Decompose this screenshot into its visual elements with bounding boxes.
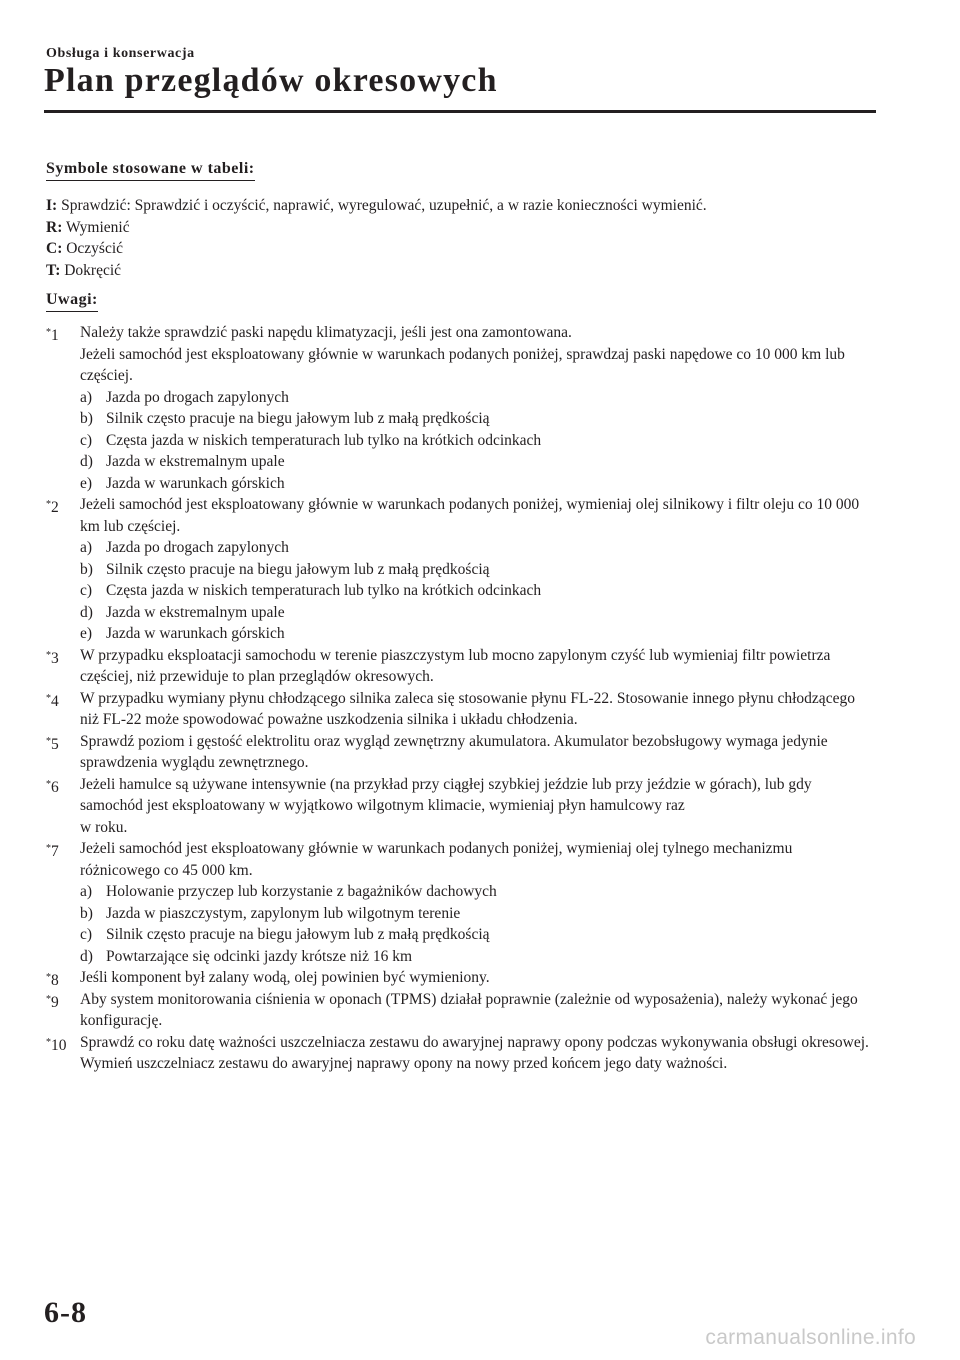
note-text: W przypadku wymiany płynu chłodzącego silnika zaleca się stosowanie płynu FL-22. Stosowanie innego płynu chłodzącego niż FL-22 może spowodować poważne uszkodzenia silnika i układu chłodzenia.: [80, 689, 855, 728]
note-number: [46, 838, 59, 863]
note-text: Aby system monitorowania ciśnienia w oponach (TPMS) działał poprawnie (zależnie od wyposażenia), należy wykonać jego konfigurację.: [80, 990, 858, 1029]
note-sublist: [80, 537, 876, 645]
note-subitem: [80, 559, 876, 581]
page-number: 6-8: [44, 1296, 87, 1329]
symbols-heading: Symbole stosowane w tabeli:: [46, 160, 255, 181]
note-star: *: [46, 972, 51, 983]
note-item: [46, 989, 876, 1032]
note-item: [46, 322, 876, 494]
note-item: [46, 967, 876, 989]
symbol-text: Oczyścić: [66, 240, 124, 257]
note-number-value: 10: [51, 1036, 67, 1054]
subitem-letter: d): [80, 453, 93, 470]
note-item: [46, 731, 876, 774]
note-item: [46, 494, 876, 645]
subitem-letter: a): [80, 883, 93, 900]
subitem-text: Jazda w warunkach górskich: [106, 625, 285, 642]
note-number: [46, 1032, 67, 1057]
subitem-text: Jazda w warunkach górskich: [106, 474, 285, 492]
subitem-letter: c): [80, 431, 93, 449]
title-rule: [44, 110, 876, 113]
note-item: [46, 1032, 876, 1075]
watermark: carmanualsonline.info: [705, 1326, 916, 1349]
note-subitem: [80, 430, 876, 452]
note-sublist: [80, 387, 876, 495]
subitem-text: Silnik często pracuje na biegu jałowym lub z małą prędkością: [106, 560, 490, 578]
note-subitem: [80, 946, 876, 968]
notes-list: [46, 322, 876, 1075]
note-number-value: 2: [51, 499, 59, 516]
note-subitem: [80, 881, 876, 903]
note-subitem: [80, 387, 876, 409]
note-star: *: [46, 735, 51, 747]
section-label: Obsługa i konserwacja: [46, 46, 195, 61]
note-star: *: [46, 993, 51, 1005]
note-star: *: [46, 327, 51, 338]
symbol-text: Sprawdzić: Sprawdzić i oczyścić, naprawić, wyregulować, uzupełnić, a w razie konieczności wymienić.: [61, 197, 707, 214]
note-number-value: 6: [51, 778, 59, 796]
symbol-item: [46, 195, 876, 217]
note-number: [46, 322, 59, 347]
note-star: *: [46, 843, 51, 854]
note-number: [46, 688, 59, 713]
note-number: [46, 989, 59, 1014]
note-text: W przypadku eksploatacji samochodu w terenie piaszczystym lub mocno zapylonym czyść lub wymieniaj filtr powietrza częściej, niż przewiduje to plan przeglądów okresowych.: [80, 646, 831, 685]
symbol-text: Dokręcić: [64, 261, 122, 279]
note-text: Jeżeli samochód jest eksploatowany głównie w warunkach podanych poniżej, wymieniaj olej tylnego mechanizmu różnicowego co 45 000 km.: [80, 840, 793, 879]
note-number: [46, 774, 59, 799]
note-text: Jeśli komponent był zalany wodą, olej powinien być wymieniony.: [80, 969, 490, 986]
note-subitem: [80, 408, 876, 430]
subitem-text: Jazda po drogach zapylonych: [106, 539, 289, 556]
subitem-text: Jazda w piaszczystym, zapylonym lub wilgotnym terenie: [106, 904, 461, 922]
page-title: Plan przeglądów okresowych: [44, 62, 498, 99]
note-subitem: [80, 623, 876, 645]
note-item: [46, 688, 876, 731]
subitem-letter: c): [80, 926, 93, 943]
note-number-value: 1: [51, 327, 59, 344]
note-subitem: [80, 924, 876, 946]
subitem-letter: a): [80, 539, 93, 556]
subitem-letter: e): [80, 625, 93, 642]
note-text: Sprawdź co roku datę ważności uszczelniacza zestawu do awaryjnej naprawy opony podczas wykonywania obsługi okresowej. Wymień uszczelniacz zestawu do awaryjnej naprawy opony na nowy przed końcem jego daty ważności.: [80, 1033, 869, 1072]
note-text: Jeżeli samochód jest eksploatowany głównie w warunkach podanych poniżej, wymieniaj olej silnikowy i filtr oleju co 10 000 km lub częściej.: [80, 496, 860, 535]
symbol-key: T:: [46, 261, 61, 279]
note-number-value: 8: [51, 972, 59, 989]
note-subitem: [80, 602, 876, 624]
symbol-item: [46, 260, 876, 282]
symbol-item: [46, 238, 876, 260]
note-subitem: [80, 903, 876, 925]
note-item: [46, 838, 876, 967]
symbol-key: I:: [46, 197, 58, 214]
subitem-text: Jazda w ekstremalnym upale: [106, 453, 285, 470]
subitem-text: Powtarzające się odcinki jazdy krótsze niż 16 km: [106, 947, 413, 965]
note-number: [46, 731, 59, 756]
note-number: [46, 645, 59, 670]
note-number-value: 5: [51, 735, 59, 753]
subitem-letter: d): [80, 603, 93, 621]
subitem-letter: b): [80, 560, 93, 578]
note-number-value: 7: [51, 843, 59, 860]
subitem-letter: b): [80, 410, 93, 427]
note-star: *: [46, 649, 51, 661]
subitem-text: Jazda w ekstremalnym upale: [106, 603, 285, 621]
subitem-text: Częsta jazda w niskich temperaturach lub tylko na krótkich odcinkach: [106, 431, 542, 449]
subitem-letter: e): [80, 474, 93, 492]
note-number-value: 3: [51, 649, 59, 667]
note-text: Należy także sprawdzić paski napędu klimatyzacji, jeśli jest ona zamontowana. Jeżeli samochód jest eksploatowany głównie w warunkach podanych poniżej, sprawdzaj paski napędowe co 10 000 km lub częściej.: [80, 324, 845, 384]
symbol-key: C:: [46, 240, 63, 257]
main-content: [46, 160, 876, 1075]
subitem-text: Holowanie przyczep lub korzystanie z bagażników dachowych: [106, 883, 497, 900]
note-star: *: [46, 692, 51, 704]
note-star: *: [46, 499, 51, 510]
subitem-text: Jazda po drogach zapylonych: [106, 388, 289, 406]
note-item: [46, 645, 876, 688]
note-number-value: 9: [51, 993, 59, 1011]
symbol-text: Wymienić: [65, 218, 130, 236]
subitem-letter: d): [80, 947, 93, 965]
note-sublist: [80, 881, 876, 967]
note-number: [46, 494, 59, 519]
symbols-list: [46, 195, 876, 281]
note-text: Sprawdź poziom i gęstość elektrolitu oraz wygląd zewnętrzny akumulatora. Akumulator bezobsługowy wymaga jedynie sprawdzenia wyglądu zewnętrznego.: [80, 732, 828, 771]
note-star: *: [46, 778, 51, 790]
note-number-value: 4: [51, 692, 59, 710]
subitem-text: Silnik często pracuje na biegu jałowym lub z małą prędkością: [106, 926, 490, 943]
note-subitem: [80, 537, 876, 559]
note-text: Jeżeli hamulce są używane intensywnie (na przykład przy ciągłej szybkiej jeździe lub przy jeździe w górach), lub gdy samochód jest eksploatowany w wyjątkowo wilgotnym klimacie, wymieniaj płyn hamulcowy raz w roku.: [80, 775, 812, 836]
note-subitem: [80, 580, 876, 602]
note-item: [46, 774, 876, 839]
subitem-letter: a): [80, 388, 93, 406]
subitem-text: Częsta jazda w niskich temperaturach lub tylko na krótkich odcinkach: [106, 582, 542, 599]
note-subitem: [80, 473, 876, 495]
notes-heading: Uwagi:: [46, 291, 98, 312]
subitem-letter: c): [80, 582, 93, 599]
symbol-key: R:: [46, 218, 63, 236]
subitem-letter: b): [80, 904, 93, 922]
note-subitem: [80, 451, 876, 473]
symbol-item: [46, 217, 876, 239]
subitem-text: Silnik często pracuje na biegu jałowym lub z małą prędkością: [106, 410, 490, 427]
note-star: *: [46, 1036, 51, 1048]
